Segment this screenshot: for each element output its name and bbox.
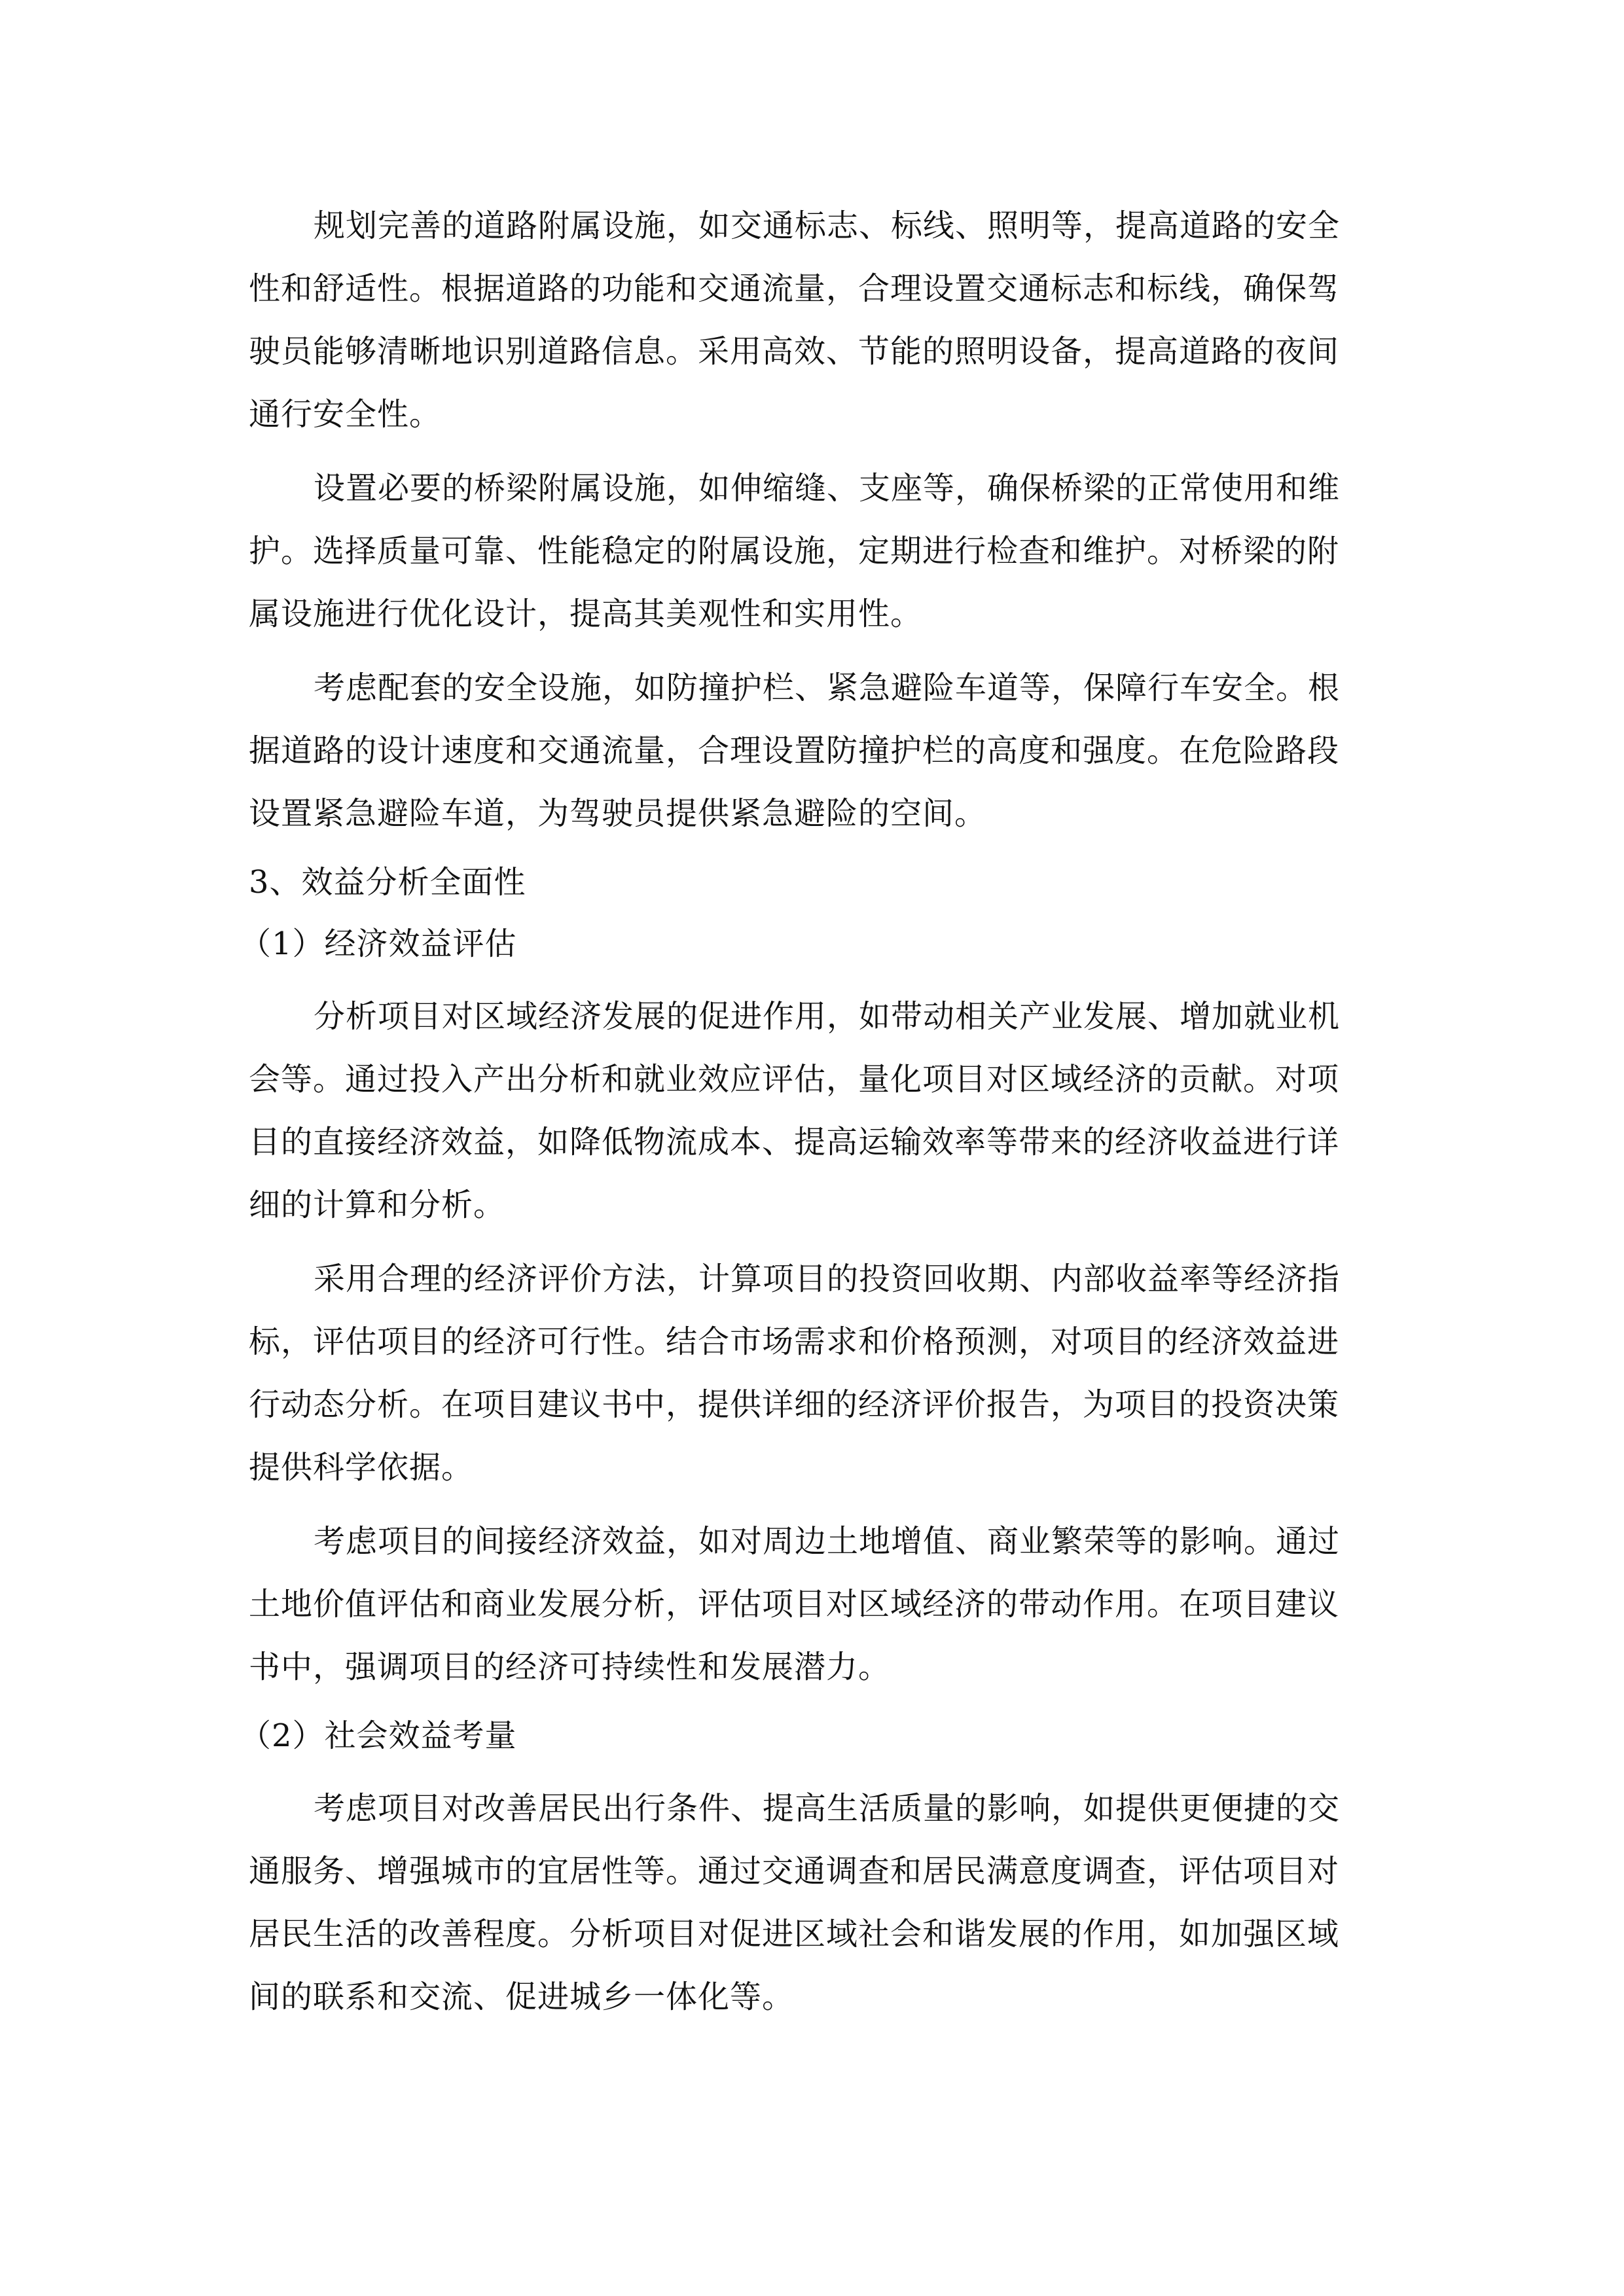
paragraph-3-line-3: 设置紧急避险车道，为驾驶员提供紧急避险的空间。 bbox=[249, 795, 987, 832]
paragraph-3-line-1: 考虑配套的安全设施，如防撞护栏、紧急避险车道等，保障行车安全。根 bbox=[314, 670, 1341, 706]
paragraph-2-line-3: 属设施进行优化设计，提高其美观性和实用性。 bbox=[249, 596, 923, 632]
paragraph-6-line-1: 考虑项目的间接经济效益，如对周边土地增值、商业繁荣等的影响。通过 bbox=[314, 1523, 1341, 1560]
paragraph-1-line-1: 规划完善的道路附属设施，如交通标志、标线、照明等，提高道路的安全 bbox=[314, 207, 1341, 244]
paragraph-6-line-2: 土地价值评估和商业发展分析，评估项目对区域经济的带动作用。在项目建议 bbox=[249, 1586, 1340, 1623]
paragraph-4-line-1: 分析项目对区域经济发展的促进作用，如带动相关产业发展、增加就业机 bbox=[314, 998, 1341, 1035]
paragraph-5-line-1: 采用合理的经济评价方法，计算项目的投资回收期、内部收益率等经济指 bbox=[314, 1261, 1341, 1297]
paragraph-1-line-4: 通行安全性。 bbox=[249, 396, 442, 433]
paragraph-7-line-2: 通服务、增强城市的宜居性等。通过交通调查和居民满意度调查，评估项目对 bbox=[249, 1853, 1340, 1890]
paragraph-6-line-3: 书中，强调项目的经济可持续性和发展潜力。 bbox=[249, 1649, 891, 1685]
paragraph-1-line-2: 性和舒适性。根据道路的功能和交通流量，合理设置交通标志和标线，确保驾 bbox=[249, 270, 1340, 307]
subheading-economic-benefit: （1）经济效益评估 bbox=[240, 925, 517, 962]
paragraph-5-line-4: 提供科学依据。 bbox=[249, 1449, 474, 1486]
subheading-social-benefit: （2）社会效益考量 bbox=[240, 1717, 517, 1754]
paragraph-4-line-3: 目的直接经济效益，如降低物流成本、提高运输效率等带来的经济收益进行详 bbox=[249, 1124, 1340, 1160]
paragraph-7-line-4: 间的联系和交流、促进城乡一体化等。 bbox=[249, 1979, 795, 2015]
paragraph-5-line-3: 行动态分析。在项目建议书中，提供详细的经济评价报告，为项目的投资决策 bbox=[249, 1386, 1340, 1423]
paragraph-1-line-3: 驶员能够清晰地识别道路信息。采用高效、节能的照明设备，提高道路的夜间 bbox=[249, 333, 1340, 370]
paragraph-3-line-2: 据道路的设计速度和交通流量，合理设置防撞护栏的高度和强度。在危险路段 bbox=[249, 732, 1340, 769]
paragraph-2-line-2: 护。选择质量可靠、性能稳定的附属设施，定期进行检查和维护。对桥梁的附 bbox=[249, 533, 1340, 569]
paragraph-4-line-2: 会等。通过投入产出分析和就业效应评估，量化项目对区域经济的贡献。对项 bbox=[249, 1061, 1340, 1098]
paragraph-7-line-3: 居民生活的改善程度。分析项目对促进区域社会和谐发展的作用，如加强区域 bbox=[249, 1916, 1340, 1952]
paragraph-5-line-2: 标，评估项目的经济可行性。结合市场需求和价格预测，对项目的经济效益进 bbox=[249, 1323, 1340, 1360]
paragraph-2-line-1: 设置必要的桥梁附属设施，如伸缩缝、支座等，确保桥梁的正常使用和维 bbox=[314, 470, 1341, 507]
paragraph-4-line-4: 细的计算和分析。 bbox=[249, 1187, 506, 1223]
paragraph-7-line-1: 考虑项目对改善居民出行条件、提高生活质量的影响，如提供更便捷的交 bbox=[314, 1790, 1341, 1827]
section-heading-3: 3、效益分析全面性 bbox=[249, 864, 526, 901]
